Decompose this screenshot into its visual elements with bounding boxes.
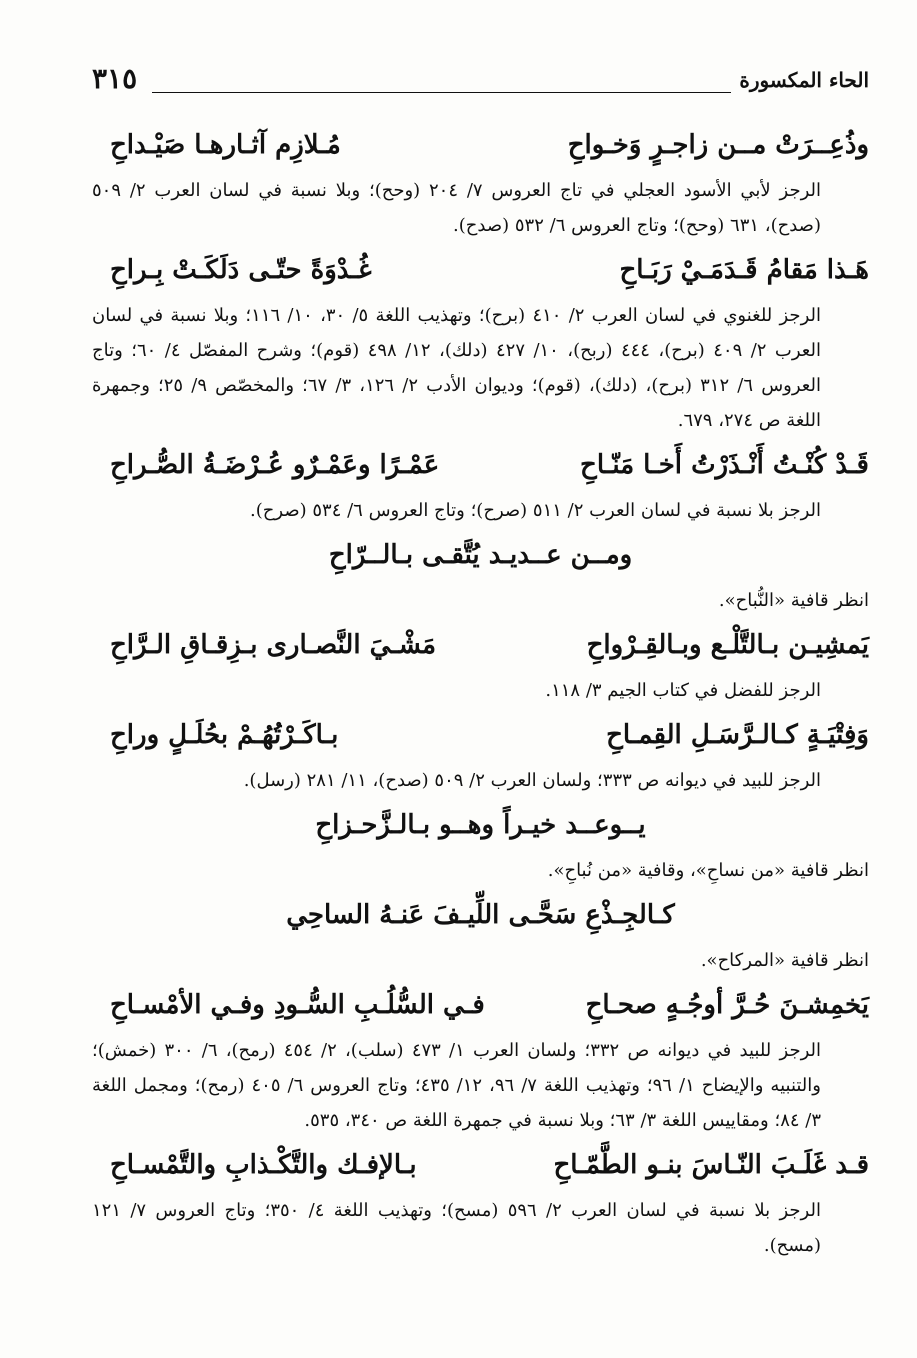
verse-source-note: الرجز للفضل في كتاب الجيم ٣/ ١١٨. (545, 680, 821, 701)
verse-source-note: الرجز للبيد في ديوانه ص ٣٣٣؛ ولسان العرب ٢/ ٥٠٩ (صدح)، ١١/ ٢٨١ (رسل). (243, 770, 821, 791)
verse-source-note: الرجز بلا نسبة في لسان العرب ٢/ ٥٩٦ (مسح)؛ وتهذيب اللغة ٤/ ٣٥٠؛ وتاج العروس ٧/ ١٢١ (مسح). (92, 1200, 821, 1256)
verse-source-note: الرجز للغنوي في لسان العرب ٢/ ٤١٠ (برح)؛ وتهذيب اللغة ٥/ ٣٠، ١٠/ ١١٦؛ وبلا نسبة في لسان العرب ٢/ ٤٠٩ (برح)، ٤٤٤ (ربح)، ١٠/ ٤٢٧ (دلك)، ١٢/ ٤٩٨ (قوم)؛ وشرح المفصّل ٤/ ٦٠؛ وتاج العروس ٦/ ٣١٢ (برح)، (دلك)، (قوم)؛ وديوان الأدب ٢/ ١٢٦، ٣/ ٦٧؛ والمخصّص ٩/ ٢٥؛ وجمهرة اللغة ص ٢٧٤، ٦٧٩. (92, 305, 821, 431)
verse-line: كـالجِـذْعِ سَحَّـى اللِّيـفَ عَنـهُ الساحِي (286, 900, 675, 930)
verse-couplet (92, 1138, 869, 1193)
verse-source-note: الرجز للبيد في ديوانه ص ٣٣٢؛ ولسان العرب ١/ ٤٧٣ (سلب)، ٢/ ٤٥٤ (رمح)، ٦/ ٣٠٠ (خمش)؛ والتنبيه والإيضاح ١/ ٩٦؛ وتهذيب اللغة ٧/ ٩٦، ١٢/ ٤٣٥؛ وتاج العروس ٦/ ٤٠٥ (رمح)؛ ومجمل اللغة ٣/ ٨٤؛ ومقاييس اللغة ٣/ ٦٣؛ وبلا نسبة في جمهرة اللغة ص ٣٤٠، ٥٣٥. (92, 1040, 821, 1131)
cross-reference-note: انظر قافية «المركاح». (700, 950, 869, 971)
verse-line: يــوعــد خيـراً وهــو بـالـزَّحـزاحِ (315, 810, 646, 840)
verse-second-hemistich: بـاكَـرْتُهُـمْ بحُلَـلٍ وراحِ (110, 720, 339, 750)
verse-single (92, 888, 869, 943)
verse-first-hemistich: وذُعِــرَتْ مــن زاجـرٍ وَخـواحِ (567, 130, 869, 160)
verse-single (92, 798, 869, 853)
verse-first-hemistich: يَخمِشـنَ حُـرَّ أوجُـهٍ صحـاحِ (585, 990, 869, 1020)
running-header (92, 62, 869, 112)
verse-couplet (92, 243, 869, 298)
verse-second-hemistich: عَمْـرًا وعَمْـرٌو عُـرْضَـةُ الصُّـراحِ (110, 450, 440, 480)
verse-second-hemistich: مُـلازِم آثـارهـا صَيْـداحِ (110, 130, 341, 160)
cross-reference-note: انظر قافية «النُّباح». (718, 590, 869, 611)
verse-first-hemistich: وَفِتْيَـةٍ كـالـرَّسَـلِ القِمـاحِ (606, 720, 869, 750)
verse-single (92, 528, 869, 583)
verse-second-hemistich: مَشْـيَ النَّصـارى بـزِقـاقِ الـرَّاحِ (110, 630, 437, 660)
verse-couplet (92, 438, 869, 493)
header-rule (152, 92, 731, 93)
verse-line: ومــن عــديـد يُتَّقـى بـالــرّاحِ (328, 540, 633, 570)
verse-first-hemistich: هَـذا مَقامُ قَـدَمَـيْ رَبَـاحِ (619, 255, 869, 285)
verse-couplet (92, 978, 869, 1033)
verse-second-hemistich: فـي السُّلُـبِ السُّـودِ وفـي الأمْسـاحِ (110, 990, 485, 1020)
verse-first-hemistich: قَـدْ كُنْـتُ أَنْـذَرْتُ أَخـا مَنّـاحِ (580, 450, 869, 480)
verse-couplet (92, 118, 869, 173)
verse-first-hemistich: قـد غَلَـبَ النّـاسَ بنـو الطَّمّـاحِ (553, 1150, 869, 1180)
cross-reference-note: انظر قافية «من نساحِ»، وقافية «من نُباحِ». (547, 860, 869, 881)
verse-second-hemistich: بـالإفـك والتَّكْـذابِ والتَّمْسـاحِ (110, 1150, 417, 1180)
verse-first-hemistich: يَمشِيـن بـالتَّلْـع وبـالقِـرْواحِ (586, 630, 869, 660)
verse-source-note: الرجز بلا نسبة في لسان العرب ٢/ ٥١١ (صرح)؛ وتاج العروس ٦/ ٥٣٤ (صرح). (250, 500, 821, 521)
verse-source-note: الرجز لأبي الأسود العجلي في تاج العروس ٧/ ٢٠٤ (وحح)؛ وبلا نسبة في لسان العرب ٢/ ٥٠٩ (صدح)، ٦٣١ (وحح)؛ وتاج العروس ٦/ ٥٣٢ (صدح). (92, 180, 821, 236)
verse-couplet (92, 618, 869, 673)
chapter-title: الحاء المكسورة (739, 68, 869, 92)
page-body (92, 118, 869, 1263)
verse-second-hemistich: غُـدْوَةً حتّـى دَلَكَـتْ بِـراحِ (110, 255, 372, 285)
verse-couplet (92, 708, 869, 763)
page-number: ٣١٥ (92, 62, 138, 95)
